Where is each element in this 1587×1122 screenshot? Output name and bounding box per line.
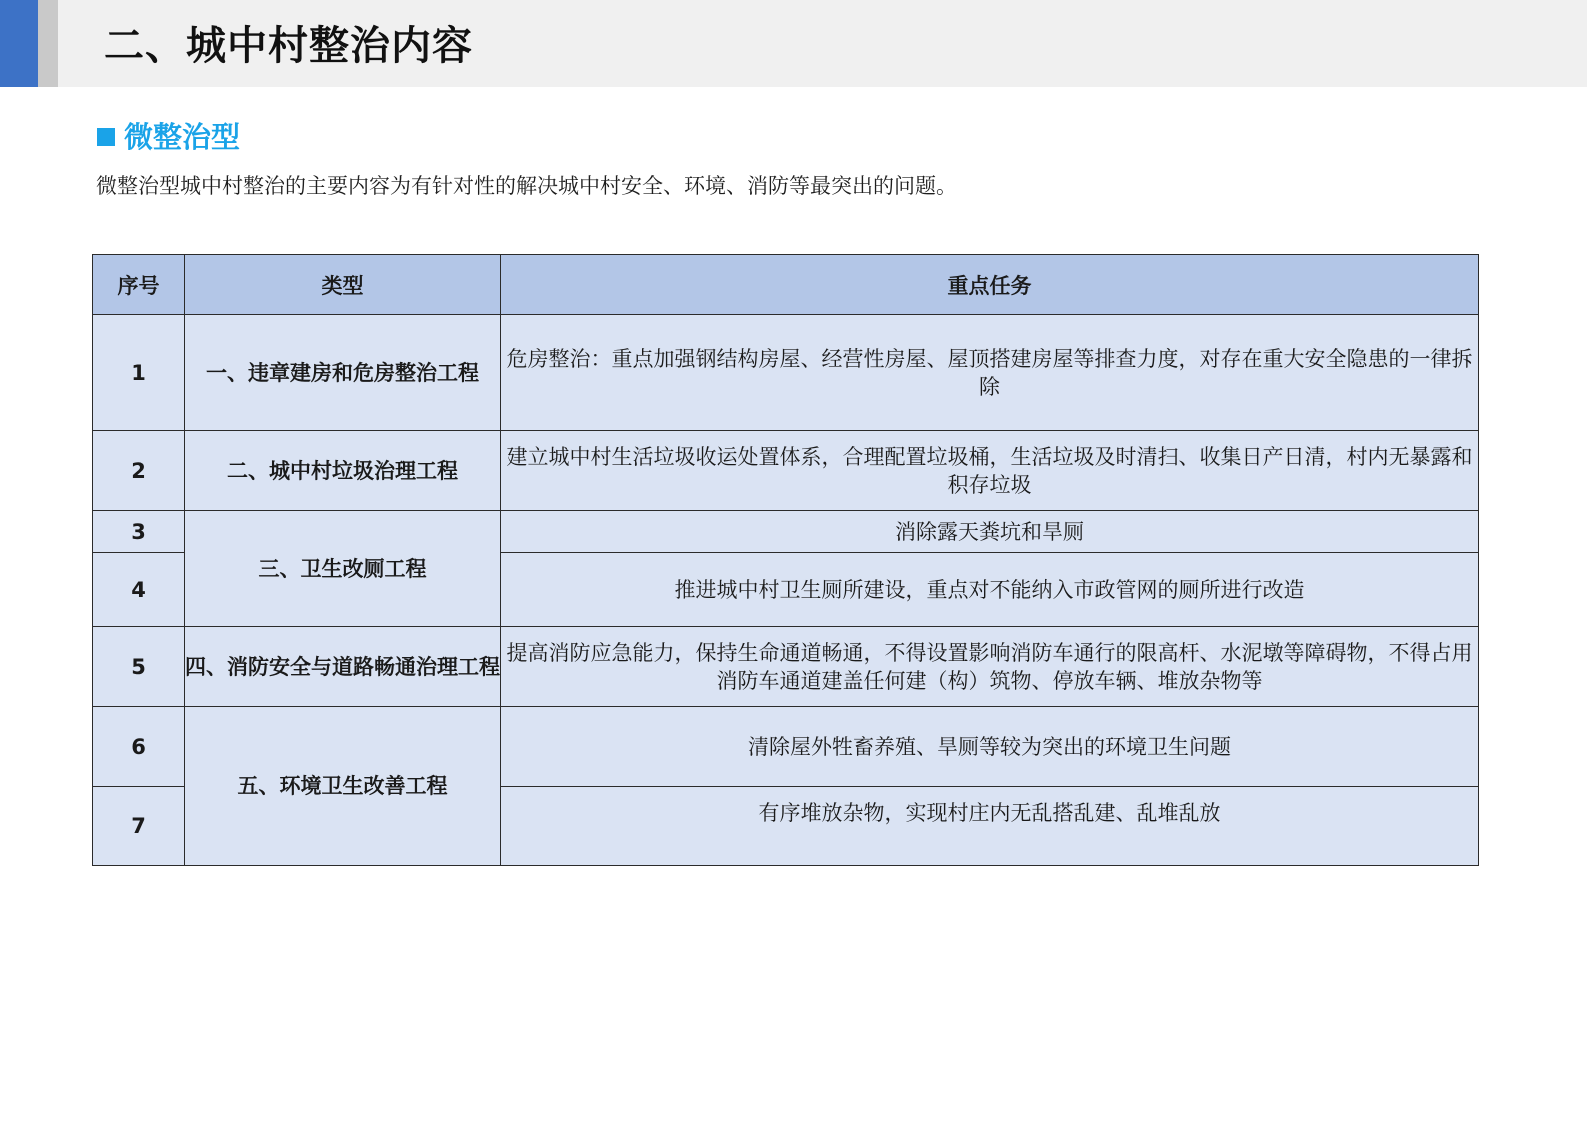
table-header-row	[93, 255, 1479, 315]
row-type: 一、违章建房和危房整治工程	[185, 315, 501, 431]
table-row	[93, 627, 1479, 707]
section-heading	[97, 115, 240, 159]
table-row	[93, 511, 1479, 553]
table-row	[93, 707, 1479, 787]
row-number: 2	[93, 431, 185, 511]
header-accent-stripe	[38, 0, 58, 87]
row-type: 三、卫生改厕工程	[185, 511, 501, 627]
row-type: 二、城中村垃圾治理工程	[185, 431, 501, 511]
task-table	[92, 254, 1479, 866]
row-type: 四、消防安全与道路畅通治理工程	[185, 627, 501, 707]
row-number: 5	[93, 627, 185, 707]
row-number: 1	[93, 315, 185, 431]
row-task: 推进城中村卫生厕所建设，重点对不能纳入市政管网的厕所进行改造	[501, 553, 1479, 627]
intro-paragraph: 微整治型城中村整治的主要内容为有针对性的解决城中村安全、环境、消防等最突出的问题。	[96, 174, 957, 198]
square-bullet-icon	[97, 128, 115, 146]
row-task: 提高消防应急能力，保持生命通道畅通，不得设置影响消防车通行的限高杆、水泥墩等障碍物，不得占用消防车通道建盖任何建（构）筑物、停放车辆、堆放杂物等	[501, 627, 1479, 707]
header-cell-task: 重点任务	[501, 255, 1479, 315]
row-task: 危房整治：重点加强钢结构房屋、经营性房屋、屋顶搭建房屋等排查力度，对存在重大安全隐患的一律拆除	[501, 315, 1479, 431]
row-number: 6	[93, 707, 185, 787]
row-task: 有序堆放杂物，实现村庄内无乱搭乱建、乱堆乱放	[501, 787, 1479, 866]
row-number: 7	[93, 787, 185, 866]
table-row	[93, 431, 1479, 511]
header-cell-type: 类型	[185, 255, 501, 315]
row-number: 4	[93, 553, 185, 627]
table-row	[93, 315, 1479, 431]
page-title: 二、城中村整治内容	[104, 23, 473, 69]
row-task: 建立城中村生活垃圾收运处置体系，合理配置垃圾桶，生活垃圾及时清扫、收集日产日清，村内无暴露和积存垃圾	[501, 431, 1479, 511]
header-cell-no: 序号	[93, 255, 185, 315]
row-task: 消除露天粪坑和旱厕	[501, 511, 1479, 553]
header-accent-bar	[0, 0, 38, 87]
row-number: 3	[93, 511, 185, 553]
row-type: 五、环境卫生改善工程	[185, 707, 501, 866]
section-title: 微整治型	[124, 120, 241, 154]
row-task: 清除屋外牲畜养殖、旱厕等较为突出的环境卫生问题	[501, 707, 1479, 787]
